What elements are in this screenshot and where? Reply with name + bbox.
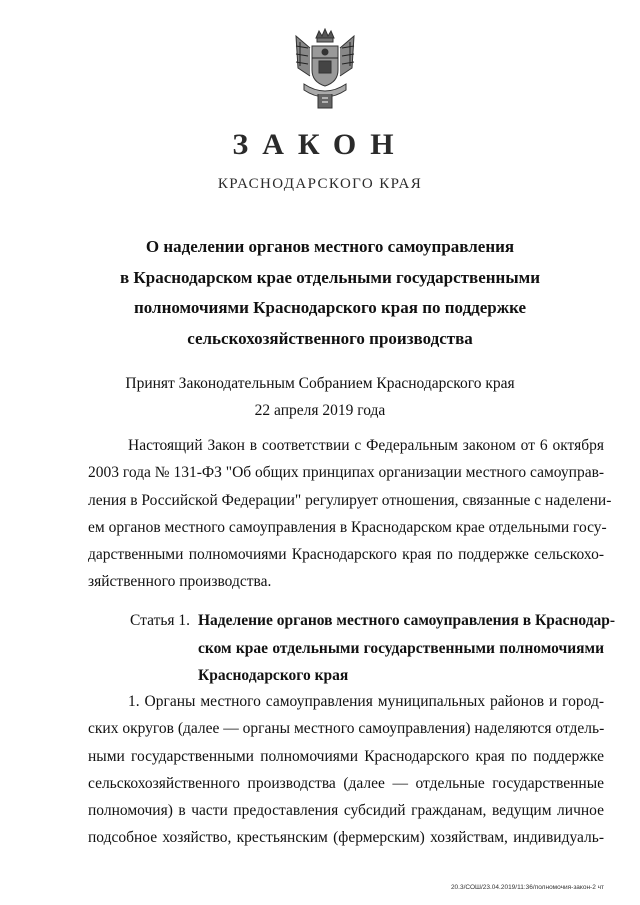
paragraph-line: ления в Российской Федерации" регулирует отношения, связанные с наделени- <box>88 491 612 509</box>
paragraph-line: зяйственного производства. <box>88 573 272 591</box>
krasnodar-coat-of-arms-icon <box>290 28 360 110</box>
paragraph-line: дарственными полномочиями Краснодарского края по поддержке сельскохо- <box>88 546 604 564</box>
paragraph-line: 2003 года № 131-ФЗ "Об общих принципах организации местного самоуправ- <box>88 464 605 482</box>
paragraph-line: Настоящий Закон в соответствии с Федеральным законом от 6 октября <box>128 437 604 454</box>
document-footer-stamp: 20.3/СОШ/23.04.2019/11:36/полномочия-закон-2 чт <box>450 884 604 891</box>
law-heading-line: полномочиями Краснодарского края по поддержке <box>133 298 527 317</box>
document-type-title: ЗАКОН <box>232 128 408 161</box>
paragraph-line: ских округов (далее — органы местного самоуправления) наделяются отдель- <box>88 720 605 738</box>
law-heading-line: О наделении органов местного самоуправления <box>145 237 515 256</box>
law-heading <box>100 232 560 354</box>
paragraph-line: ем органов местного самоуправления в Краснодарском крае отдельными госу- <box>88 518 607 536</box>
paragraph-line: сельскохозяйственного производства (далее — отдельные государственные <box>88 774 604 792</box>
paragraph-line: подсобное хозяйство, крестьянским (фермерским) хозяйствам, индивидуаль- <box>88 829 604 847</box>
law-heading-line: сельскохозяйственного производства <box>187 328 473 348</box>
region-subtitle: КРАСНОДАРСКОГО КРАЯ <box>217 176 423 192</box>
article-title-line: Наделение органов местного самоуправления в Краснодар- <box>198 612 616 629</box>
paragraph-line: ными государственными полномочиями Краснодарского края по поддержке <box>88 747 604 765</box>
article-body-paragraph <box>88 688 604 852</box>
adoption-date: 22 апреля 2019 года <box>254 402 386 419</box>
article-title <box>198 607 616 690</box>
adoption-info <box>0 370 640 424</box>
article-label: Статья 1. <box>130 612 191 629</box>
article-title-line: Краснодарского края <box>198 667 349 684</box>
paragraph-line: полномочия) в части предоставления субсидий гражданам, ведущим личное <box>88 802 604 820</box>
law-heading-line: в Краснодарском крае отдельными государственными <box>119 267 540 287</box>
article-title-line: ском крае отдельными государственными полномочиями <box>198 639 604 657</box>
intro-paragraph <box>88 432 612 596</box>
adoption-body: Принят Законодательным Собранием Краснодарского края <box>125 375 515 392</box>
paragraph-line: 1. Органы местного самоуправления муниципальных районов и город- <box>128 693 604 710</box>
